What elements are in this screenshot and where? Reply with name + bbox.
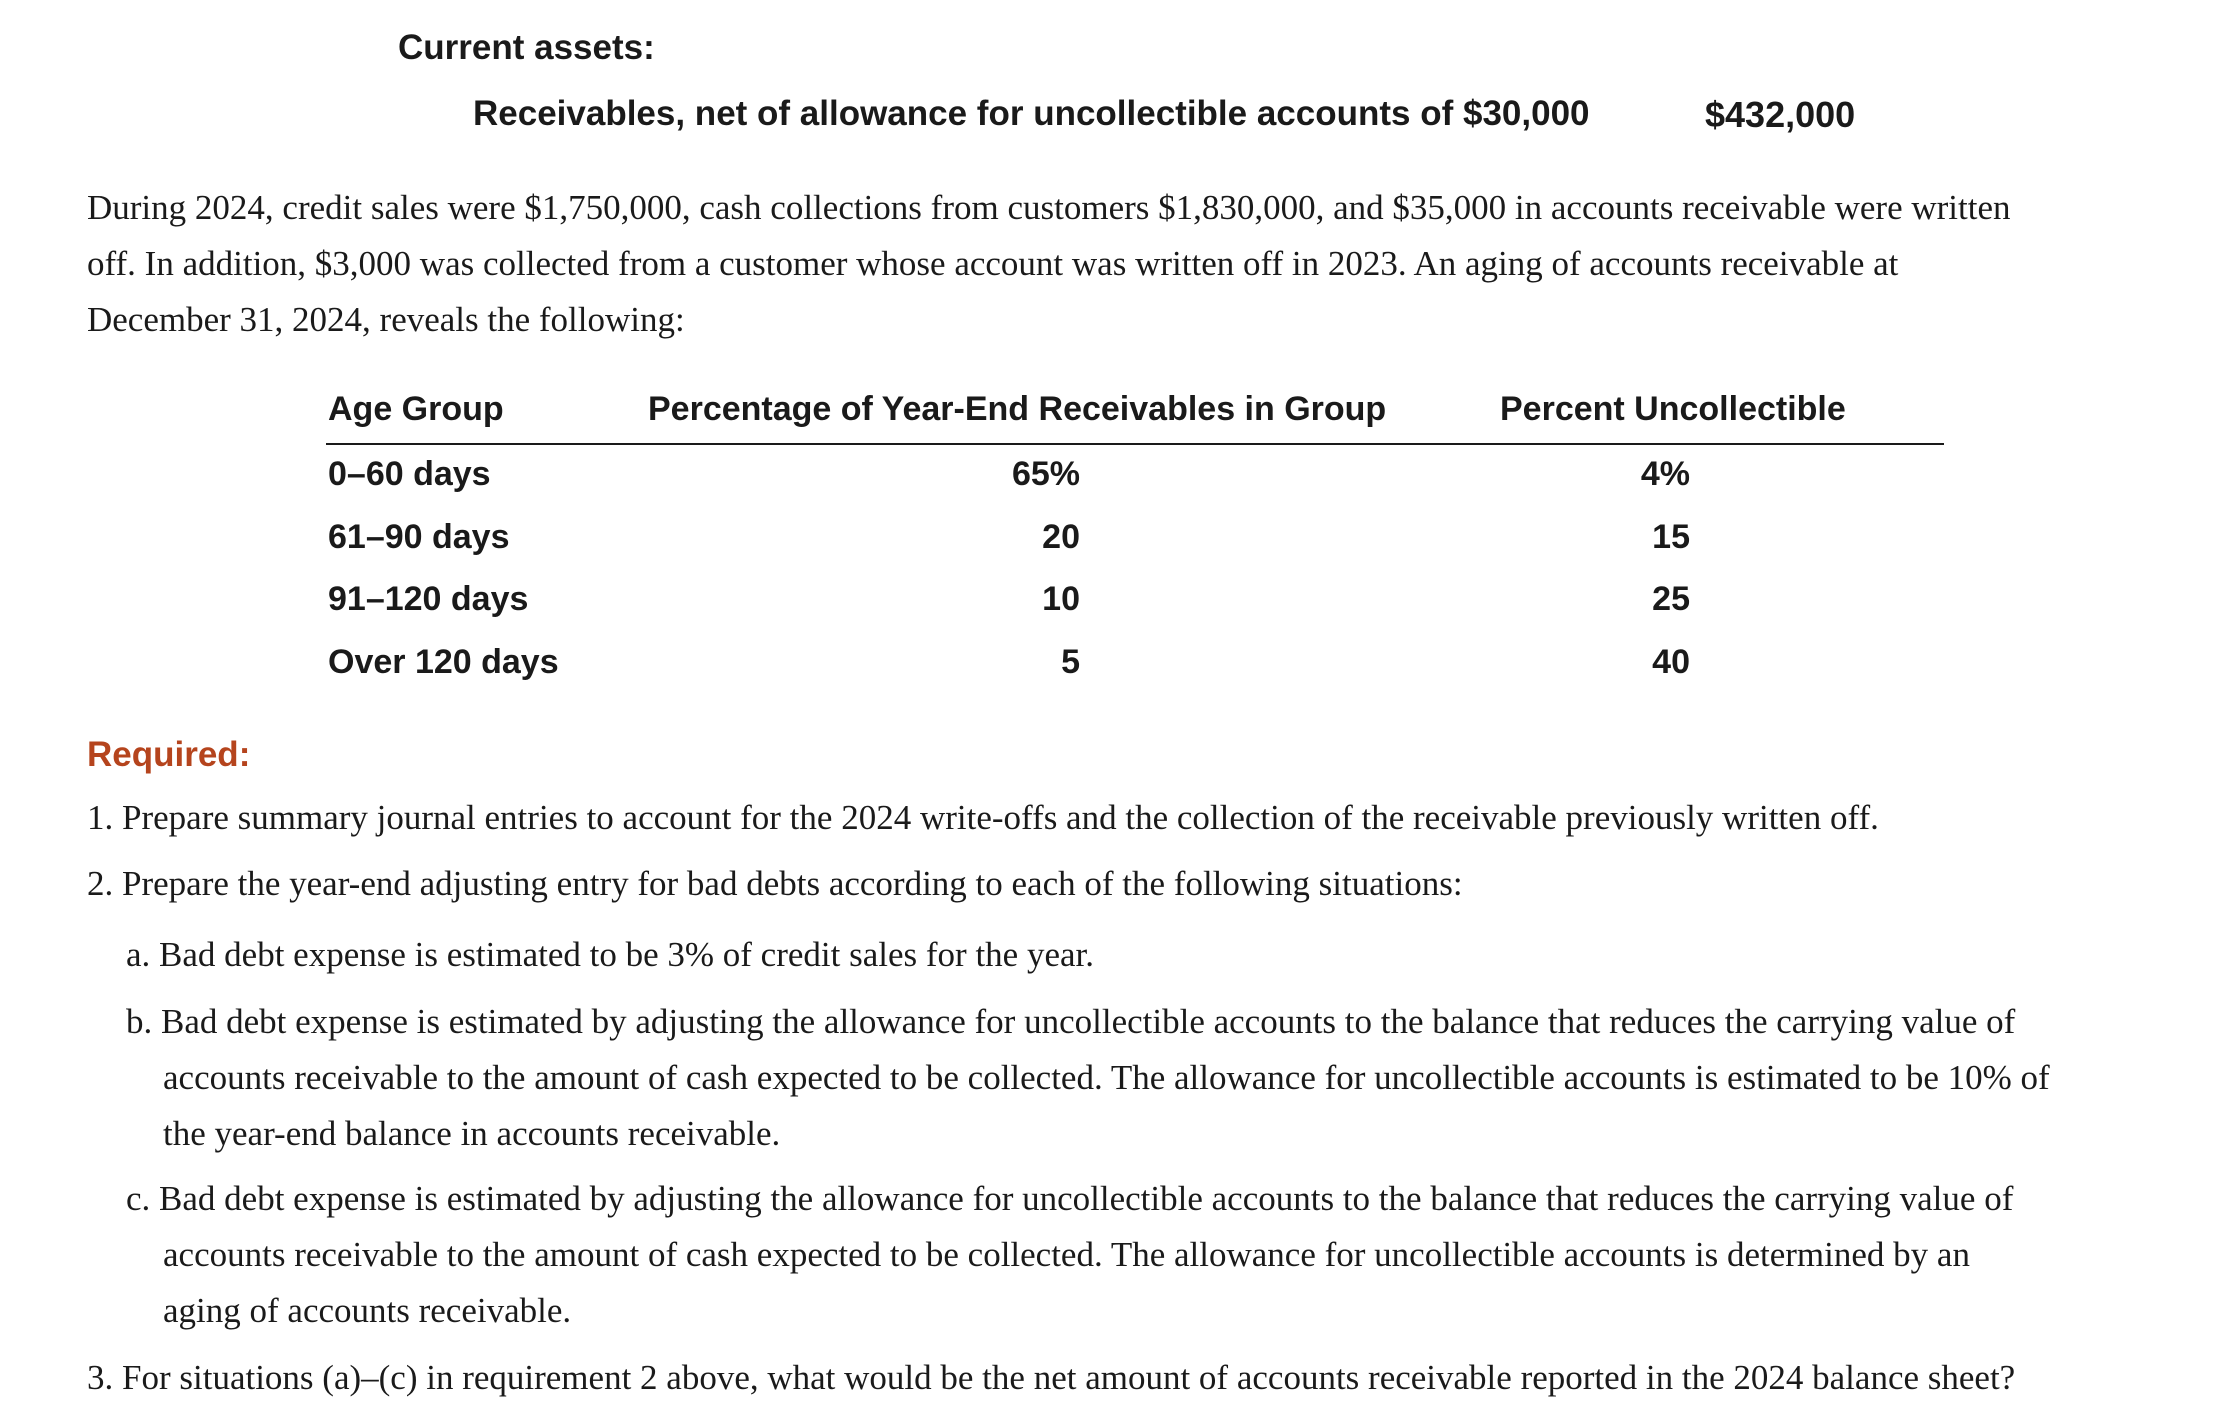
cell-uncollectible: 25 xyxy=(1652,580,1690,618)
receivables-label: Receivables, net of allowance for uncollectible accounts of $30,000 xyxy=(473,94,1590,133)
table-row xyxy=(0,518,2216,568)
requirement-2b xyxy=(126,994,2050,1162)
cell-uncollectible: 40 xyxy=(1652,643,1690,681)
header-percentage: Percentage of Year-End Receivables in Group xyxy=(648,390,1387,428)
requirement-1: 1. Prepare summary journal entries to account for the 2024 write-offs and the collection of the receivable previously written off. xyxy=(87,798,1879,837)
table-row xyxy=(0,643,2216,693)
cell-age-group: 91–120 days xyxy=(328,580,529,618)
requirement-2a: a. Bad debt expense is estimated to be 3% of credit sales for the year. xyxy=(126,935,1095,974)
cell-percentage: 65% xyxy=(1011,455,1080,493)
header-age-group: Age Group xyxy=(328,390,504,428)
requirement-2c-line: aging of accounts receivable. xyxy=(163,1291,572,1330)
cell-age-group: 61–90 days xyxy=(328,518,510,556)
requirement-2c xyxy=(126,1171,2013,1339)
table-header-rule xyxy=(326,443,1944,445)
requirement-2b-line: b. Bad debt expense is estimated by adjusting the allowance for uncollectible accounts to the balance that reduces the carrying value of xyxy=(126,1002,2016,1041)
requirement-2b-line: accounts receivable to the amount of cash expected to be collected. The allowance for uncollectible accounts is estimated to be 10% of xyxy=(163,1058,2050,1097)
header-uncollectible: Percent Uncollectible xyxy=(1500,390,1846,428)
requirement-3: 3. For situations (a)–(c) in requirement 2 above, what would be the net amount of accounts receivable reported in the 2024 balance sheet? xyxy=(87,1358,2016,1397)
cell-percentage: 20 xyxy=(1042,518,1080,556)
intro-paragraph xyxy=(87,180,2011,348)
cell-uncollectible: 15 xyxy=(1652,518,1690,556)
table-row xyxy=(0,580,2216,630)
intro-line: December 31, 2024, reveals the following: xyxy=(87,300,685,339)
cell-percentage: 10 xyxy=(1042,580,1080,618)
required-heading: Required: xyxy=(87,735,251,774)
table-row xyxy=(0,455,2216,505)
cell-age-group: Over 120 days xyxy=(328,643,559,681)
intro-line: During 2024, credit sales were $1,750,000, cash collections from customers $1,830,000, and $35,000 in accounts receivable were written xyxy=(87,188,2011,227)
cell-percentage: 5 xyxy=(1061,643,1080,681)
cell-uncollectible: 4% xyxy=(1640,455,1690,493)
requirement-2c-line: accounts receivable to the amount of cash expected to be collected. The allowance for uncollectible accounts is determined by an xyxy=(163,1235,1970,1274)
cell-age-group: 0–60 days xyxy=(328,455,491,493)
receivables-amount: $432,000 xyxy=(1705,94,1856,135)
requirement-2: 2. Prepare the year-end adjusting entry for bad debts according to each of the following situations: xyxy=(87,864,1463,903)
requirement-2c-line: c. Bad debt expense is estimated by adjusting the allowance for uncollectible accounts to the balance that reduces the carrying value of xyxy=(126,1179,2014,1218)
requirement-2b-line: the year-end balance in accounts receivable. xyxy=(163,1114,781,1153)
intro-line: off. In addition, $3,000 was collected from a customer whose account was written off in 2023. An aging of accounts receivable at xyxy=(87,244,1899,283)
current-assets-label: Current assets: xyxy=(398,28,655,67)
